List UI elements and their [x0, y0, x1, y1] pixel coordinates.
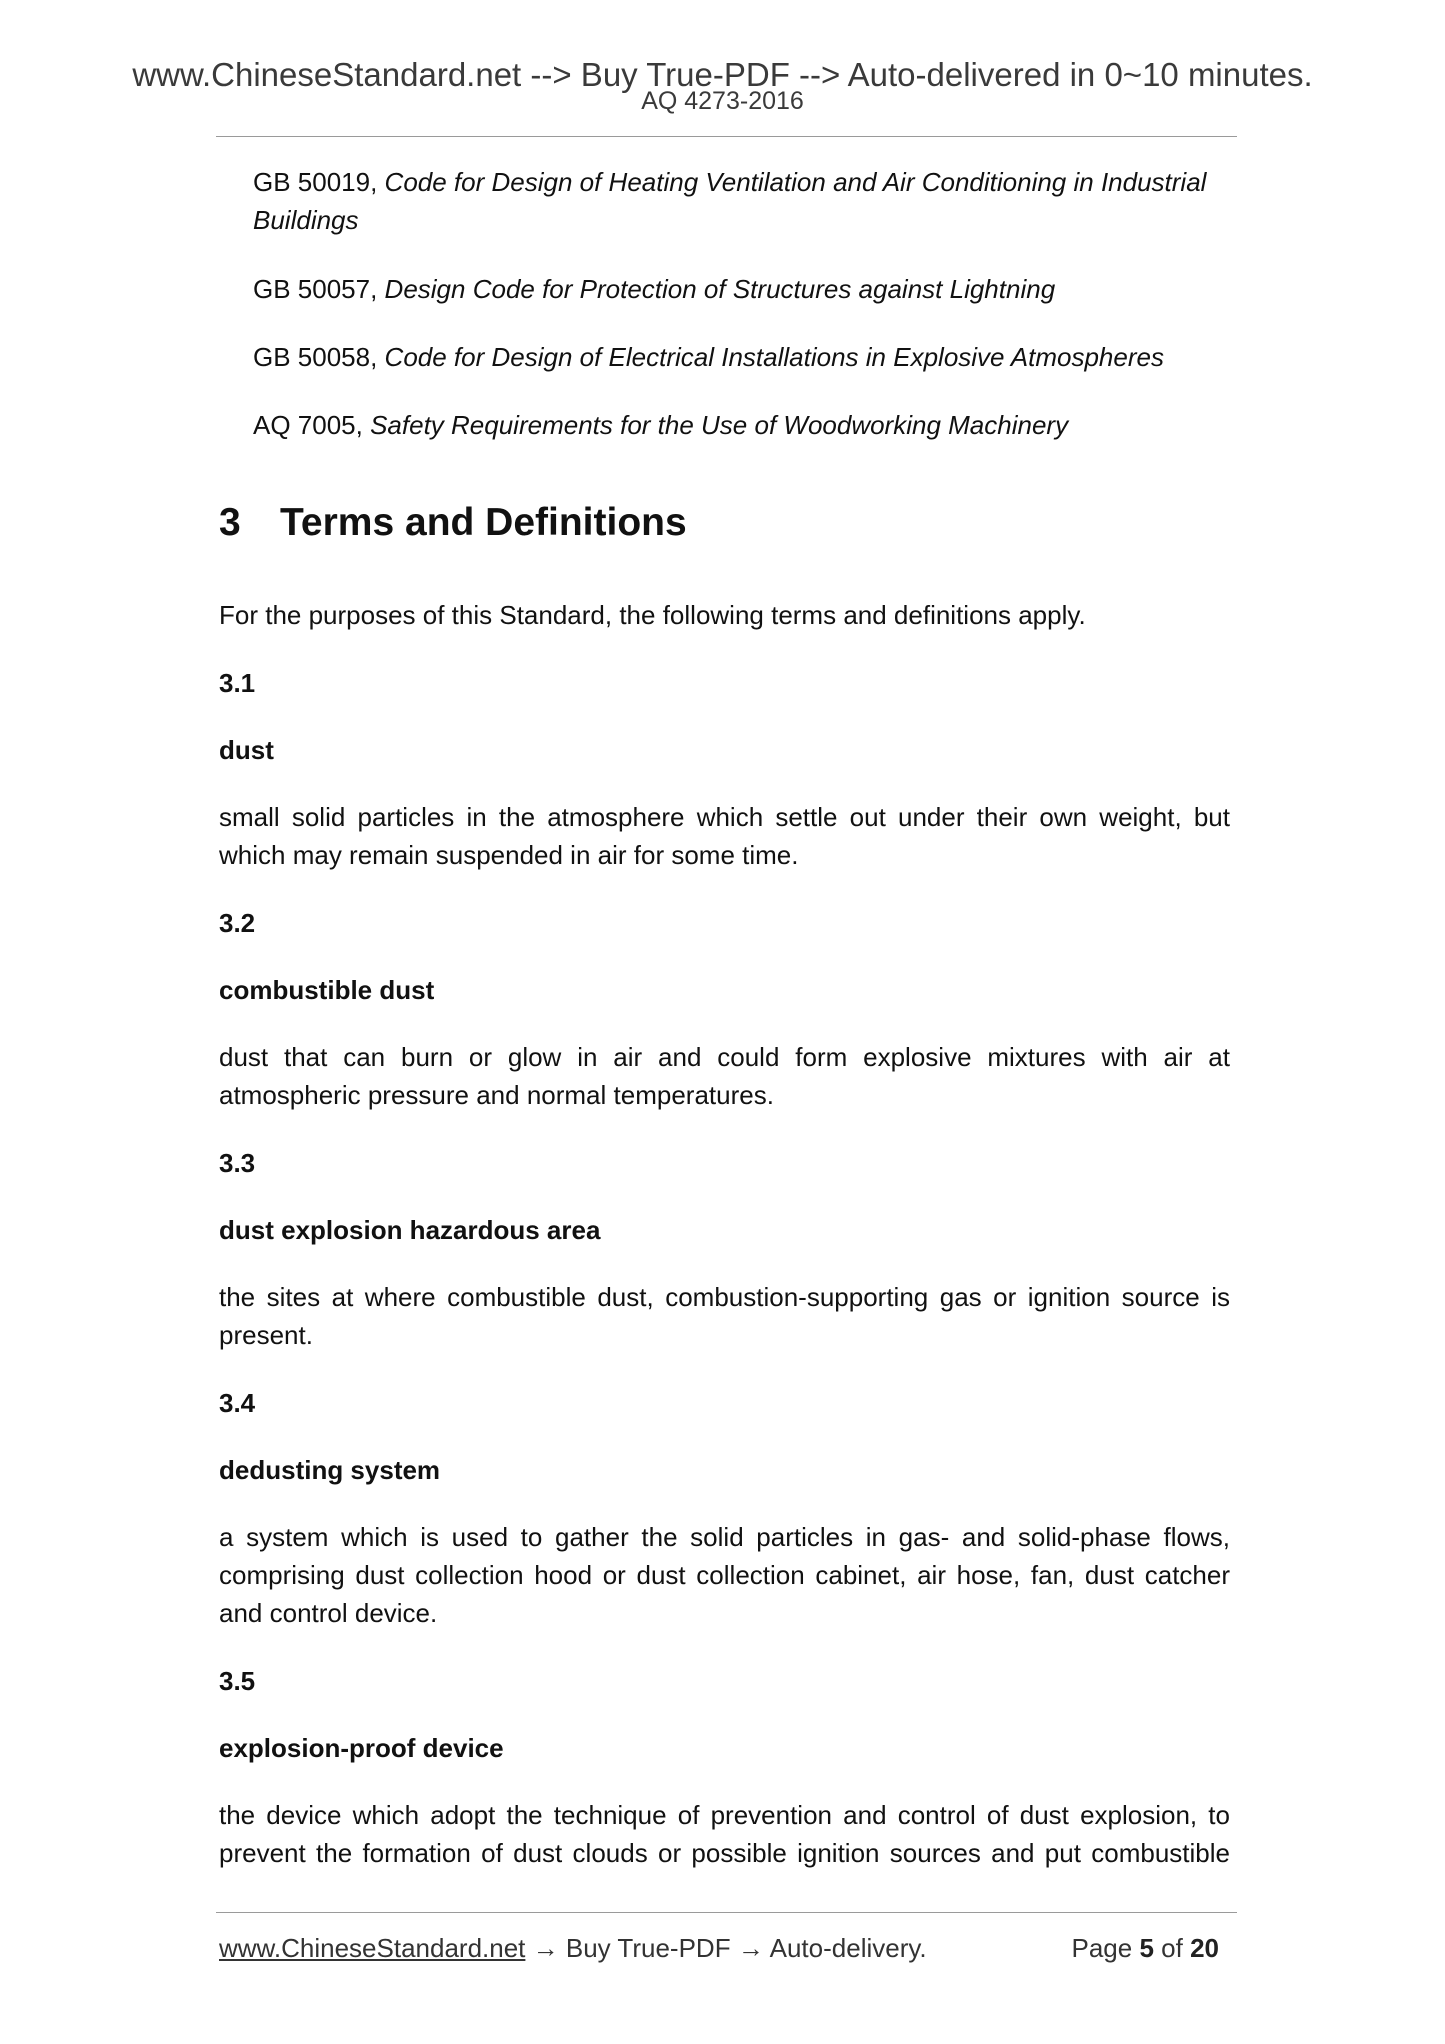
term-definition: a system which is used to gather the solid particles in gas- and solid-phase flows, comprising dust collection hood or dust collection cabinet, air hose, fan, dust catcher and control device.	[219, 1522, 1230, 1628]
term-name: dust explosion hazardous area	[219, 1215, 601, 1245]
term-name: dust	[219, 735, 274, 765]
page-label: Page	[1071, 1933, 1133, 1963]
section-heading	[219, 498, 687, 548]
footer-delivery-text: Auto-delivery.	[769, 1933, 927, 1963]
section-intro: For the purposes of this Standard, the following terms and definitions apply.	[219, 600, 1086, 630]
reference-title: Code for Design of Electrical Installations in Explosive Atmospheres	[384, 342, 1164, 372]
term-number: 3.2	[219, 908, 256, 938]
page-total: 20	[1190, 1933, 1219, 1963]
arrow-right-icon: →	[532, 1933, 559, 1963]
term-definition: small solid particles in the atmosphere which settle out under their own weight, but which may remain suspended in air for some time.	[219, 802, 1230, 870]
reference-item	[253, 338, 1235, 376]
reference-code: GB 50019,	[253, 167, 378, 197]
header-banner: www.ChineseStandard.net --> Buy True-PDF --> Auto-delivered in 0~10 minutes.	[132, 56, 1313, 93]
reference-code: AQ 7005,	[253, 410, 363, 440]
reference-title: Safety Requirements for the Use of Woodworking Machinery	[370, 410, 1069, 440]
footer-buy-text: Buy True-PDF	[565, 1933, 731, 1963]
term-number: 3.5	[219, 1666, 256, 1696]
page-indicator	[1071, 1930, 1219, 1966]
document-id: AQ 4273-2016	[641, 87, 804, 115]
reference-title: Design Code for Protection of Structures against Lightning	[384, 274, 1056, 304]
section-title: Terms and Definitions	[280, 501, 687, 544]
reference-title: Code for Design of Heating Ventilation and Air Conditioning in Industrial Buildings	[253, 167, 1207, 235]
term-name: explosion-proof device	[219, 1733, 504, 1763]
section-number: 3	[219, 501, 241, 544]
arrow-right-icon: →	[737, 1933, 764, 1963]
term-number: 3.1	[219, 668, 256, 698]
term-definition: the sites at where combustible dust, combustion-supporting gas or ignition source is present.	[219, 1282, 1230, 1350]
page-current: 5	[1139, 1933, 1154, 1963]
footer-links	[219, 1930, 927, 1966]
term-name: combustible dust	[219, 975, 435, 1005]
term-number: 3.4	[219, 1388, 256, 1418]
reference-item	[253, 406, 1235, 444]
term-definition: dust that can burn or glow in air and could form explosive mixtures with air at atmospheric pressure and normal temperatures.	[219, 1042, 1230, 1110]
term-definition: the device which adopt the technique of prevention and control of dust explosion, to prevent the formation of dust clouds or possible ignition sources and put combustible	[219, 1800, 1230, 1868]
footer-site-link[interactable]: www.ChineseStandard.net	[219, 1933, 526, 1963]
header-divider	[216, 136, 1237, 137]
term-number: 3.3	[219, 1148, 256, 1178]
term-name: dedusting system	[219, 1455, 441, 1485]
footer-divider	[216, 1912, 1237, 1913]
page-of: of	[1161, 1933, 1183, 1963]
reference-item	[253, 163, 1235, 239]
reference-item	[253, 270, 1235, 308]
reference-code: GB 50057,	[253, 274, 378, 304]
reference-code: GB 50058,	[253, 342, 378, 372]
